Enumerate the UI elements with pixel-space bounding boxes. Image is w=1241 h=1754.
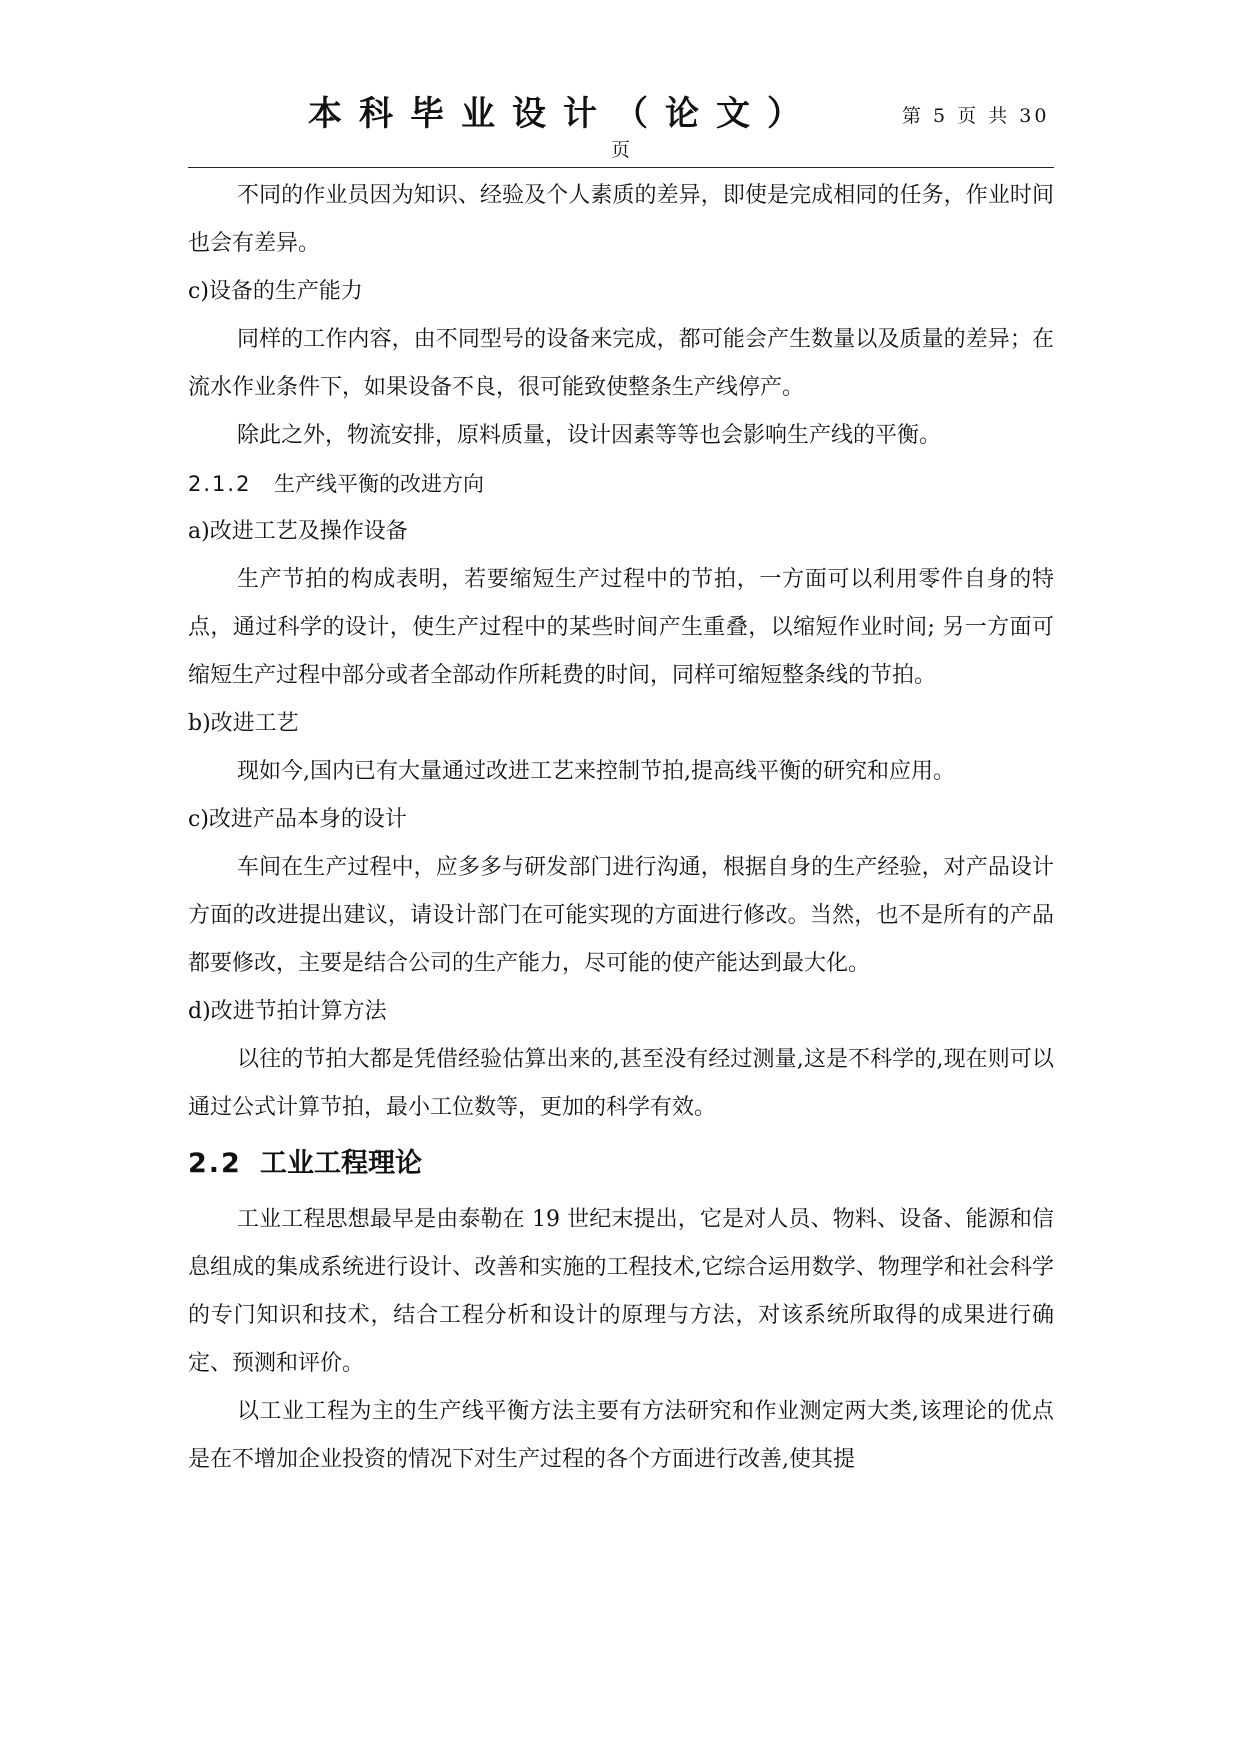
list-item: d)改进节拍计算方法 xyxy=(188,999,387,1024)
list-item: c)改进产品本身的设计 xyxy=(188,807,407,832)
paragraph: 同样的工作内容，由不同型号的设备来完成，都可能会产生数量以及质量的差异；在流水作业条件下，如果设备不良，很可能致使整条生产线停产。 xyxy=(188,327,1054,400)
paragraph: 除此之外，物流安排，原料质量，设计因素等等也会影响生产线的平衡。 xyxy=(237,423,942,448)
list-item: b)改进工艺 xyxy=(188,711,299,736)
page-header-title: 本科毕业设计（论文） xyxy=(308,94,818,134)
header-divider xyxy=(188,167,1054,168)
section-heading xyxy=(188,1132,1054,1196)
paragraph: 以工业工程为主的生产线平衡方法主要有方法研究和作业测定两大类,该理论的优点是在不增加企业投资的情况下对生产过程的各个方面进行改善,使其提 xyxy=(188,1399,1054,1472)
page-number-info: 第 5 页 共 30 xyxy=(902,105,1050,127)
section-number: 2.2 xyxy=(188,1148,242,1179)
paragraph: 不同的作业员因为知识、经验及个人素质的差异，即使是完成相同的任务，作业时间也会有差异。 xyxy=(188,183,1054,256)
paragraph: 车间在生产过程中，应多多与研发部门进行沟通，根据自身的生产经验，对产品设计方面的改进提出建议，请设计部门在可能实现的方面进行修改。当然，也不是所有的产品都要修改，主要是结合公司的生产能力，尽可能的使产能达到最大化。 xyxy=(188,855,1054,976)
paragraph: 生产节拍的构成表明，若要缩短生产过程中的节拍，一方面可以利用零件自身的特点，通过科学的设计，使生产过程中的某些时间产生重叠，以缩短作业时间; 另一方面可缩短生产过程中部分或者全部动作所耗费的时间，同样可缩短整条线的节拍。 xyxy=(188,567,1054,688)
subsection-title: 生产线平衡的改进方向 xyxy=(274,472,484,496)
subsection-number: 2.1.2 xyxy=(188,472,252,496)
subsection-heading xyxy=(188,460,1054,508)
section-title: 工业工程理论 xyxy=(260,1148,422,1179)
list-item: c)设备的生产能力 xyxy=(188,279,363,304)
paragraph: 以往的节拍大都是凭借经验估算出来的,甚至没有经过测量,这是不科学的,现在则可以通过公式计算节拍，最小工位数等，更加的科学有效。 xyxy=(188,1047,1054,1120)
list-item: a)改进工艺及操作设备 xyxy=(188,519,408,544)
paragraph: 工业工程思想最早是由泰勒在 19 世纪末提出，它是对人员、物料、设备、能源和信息组成的集成系统进行设计、改善和实施的工程技术,它综合运用数学、物理学和社会科学的专门知识和技术，结合工程分析和设计的原理与方法，对该系统所取得的成果进行确定、预测和评价。 xyxy=(188,1207,1054,1376)
paragraph: 现如今,国内已有大量通过改进工艺来控制节拍,提高线平衡的研究和应用。 xyxy=(237,759,955,784)
page-number-info-continued: 页 xyxy=(611,139,631,161)
document-body xyxy=(188,172,1054,1484)
